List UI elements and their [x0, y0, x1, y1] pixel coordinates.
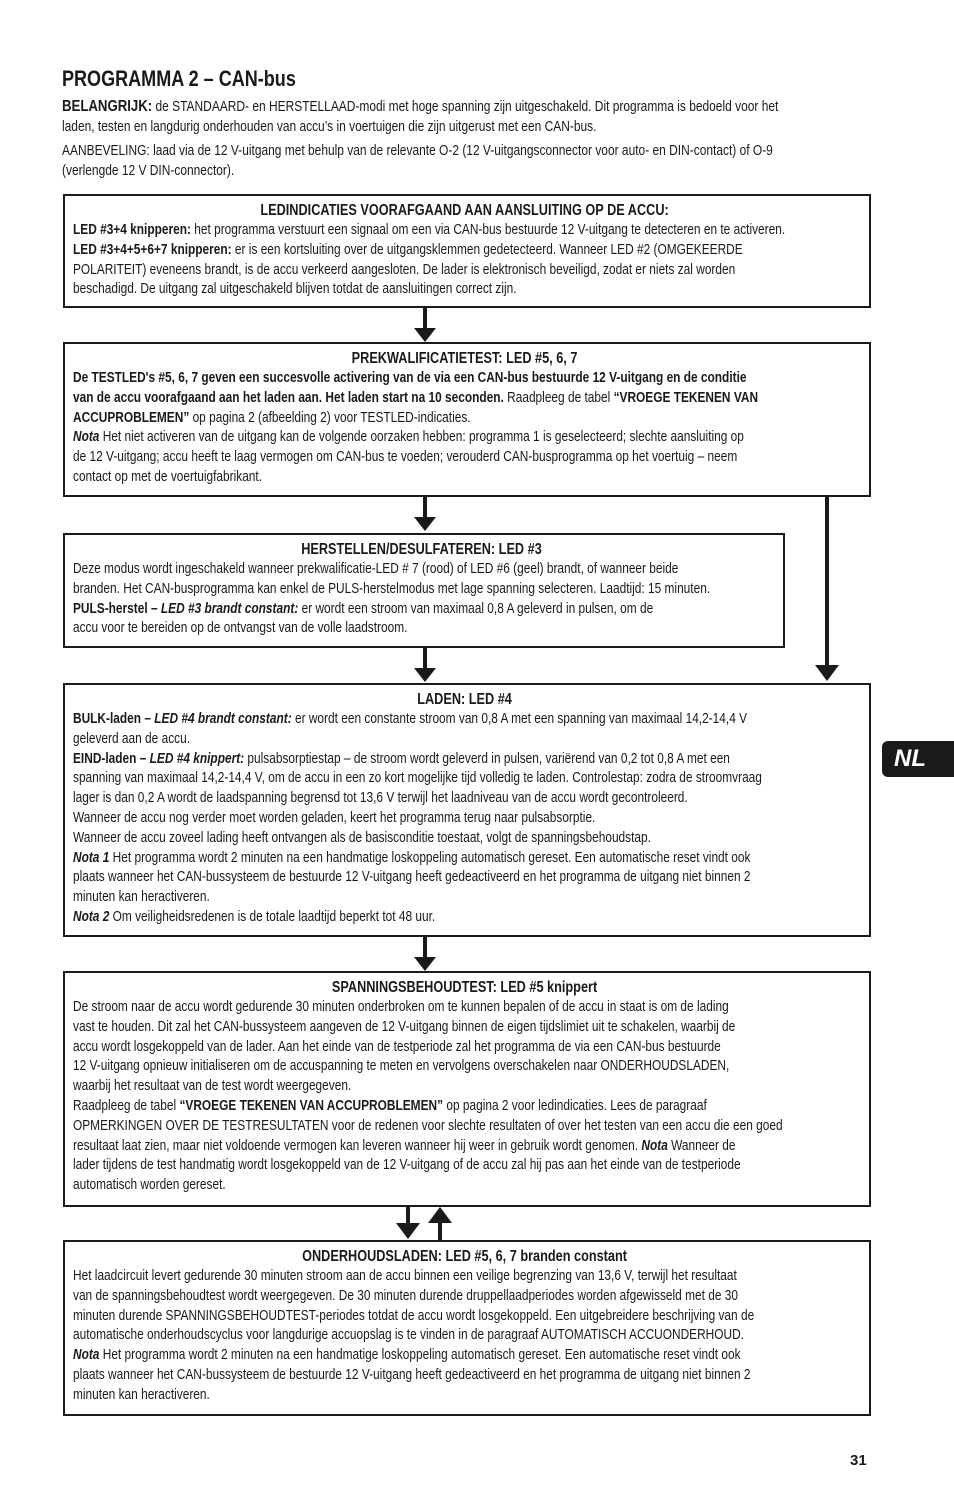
step-charging-box [63, 683, 871, 937]
page-title: PROGRAMMA 2 – CAN-bus [62, 66, 296, 91]
step-text: geleverd aan de accu. [73, 730, 191, 747]
important-text: de STANDAARD- en HERSTELLAAD-modi met hoge spanning zijn uitgeschakeld. Dit programma is bedoeld voor het [152, 99, 779, 115]
step-text: Het programma wordt 2 minuten na een handmatige loskoppeling automatisch gereset. Een automatische reset vindt ook [109, 849, 751, 866]
intro-important [62, 97, 871, 137]
step-title: HERSTELLEN/DESULFATEREN: LED #3 [301, 541, 542, 558]
led-state: LED #3 brandt constant: [160, 600, 299, 617]
step-line [73, 600, 770, 620]
step-title: SPANNINGSBEHOUDTEST: LED #5 knippert [331, 979, 598, 996]
table-reference: “VROEGE TEKENEN VAN ACCUPROBLEMEN” [179, 1097, 444, 1114]
step-text: beschadigd. De uitgang zal uitgeschakeld blijven totdat de aansluitingen correct zijn. [73, 281, 517, 298]
step-text: automatische onderhoudscyclus voor langdurige accuopslag is te vinden in de paragraaf AUTOMATISCH ACCUONDERHOUD. [73, 1327, 745, 1344]
note-label: Nota 2 [73, 908, 110, 925]
step-text: Het laadcircuit levert gedurende 30 minuten stroom aan de accu binnen een veilige begrenzing van 13,6 V, terwijl het resultaat [73, 1268, 737, 1284]
important-text-2: laden, testen en langdurig onderhouden van accu’s in voertuigen die zijn uitgerust met een CAN-bus. [62, 119, 597, 135]
step-text: plaats wanneer het CAN-bussysteem de bestuurde 12 V-uitgang heeft gedeactiveerd en het programma de uitgang niet binnen 2 [73, 869, 751, 886]
step-text: vast te houden. Dit zal het CAN-bussysteem aangeven de 12 V-uitgang binnen de eigen tijdslimiet uit te schakelen, waarbij de [73, 1018, 736, 1035]
step-pre-connection-box [63, 194, 871, 308]
mode-label: EIND-laden – [73, 750, 150, 767]
step-text: waarbij het resultaat van de test wordt weergegeven. [73, 1078, 352, 1095]
step-text: Het niet activeren van de uitgang kan de volgende oorzaken hebben: programma 1 is geselecteerd; slechte aansluiting op [99, 429, 744, 446]
step-text: Deze modus wordt ingeschakeld wanneer prekwalificatie-LED # 7 (rood) of LED #6 (geel) brandt, of wanneer beide [73, 561, 679, 577]
arrow-down-icon [412, 308, 438, 344]
led-label: LED #3+4+5+6+7 knipperen: [73, 241, 232, 258]
step-line [73, 428, 856, 448]
step-text: op pagina 2 (afbeelding 2) voor TESTLED-indicaties. [189, 409, 471, 426]
arrow-down-up-icon [394, 1207, 454, 1241]
step-text: POLARITEIT) eveneens brandt, is de accu verkeerd aangesloten. De lader is elektronisch beveiligd, zodat er niets zal worden [73, 261, 736, 278]
step-line [73, 750, 856, 770]
bypass-arrow-down-icon [813, 497, 841, 683]
step-line [73, 221, 856, 241]
intro-recommendation [62, 141, 871, 181]
step-text: Wanneer de accu zoveel lading heeft ontvangen als de basisconditie toestaat, volgt de spanningsbehoudstap. [73, 829, 651, 846]
step-text: minuten kan heractiveren. [73, 1386, 210, 1403]
step-text: branden. Het CAN-busprogramma kan enkel de PULS-herstelmodus met lage spanning selecteren. Laadtijd: 15 minuten. [73, 580, 711, 597]
step-text: resultaat laat zien, maar niet voldoende vermogen kan leveren wanneer hij weer in gebruik wordt genomen. [73, 1137, 642, 1154]
important-label: BELANGRIJK: [62, 98, 153, 115]
note-label: Nota [73, 429, 100, 446]
step-text: contact op met de voertuigfabrikant. [73, 468, 263, 485]
step-text: op pagina 2 voor ledindicaties. Lees de paragraaf [443, 1097, 707, 1114]
step-line [73, 409, 856, 429]
led-label: LED #3+4 knipperen: [73, 222, 191, 238]
led-state: LED #4 brandt constant: [154, 711, 292, 727]
step-text: accu wordt losgekoppeld van de lader. Aan het einde van de testperiode zal het programma de via een CAN-bus bestuurde [73, 1038, 721, 1055]
step-maintenance-box [63, 1240, 871, 1416]
step-title: LADEN: LED #4 [417, 691, 512, 708]
step-text: Raadpleeg de tabel [503, 389, 614, 406]
recommendation-line-2: (verlengde 12 V DIN-connector). [62, 163, 235, 179]
arrow-down-icon [412, 937, 438, 973]
step-title: ONDERHOUDSLADEN: LED #5, 6, 7 branden constant [302, 1248, 627, 1265]
step-restore-box [63, 533, 785, 648]
step-text: lader tijdens de test handmatig wordt losgekoppeld van de 12 V-uitgang of de accu zal hij pas aan het einde van de testperiode [73, 1157, 741, 1174]
table-reference: ACCUPROBLEMEN” [73, 409, 190, 426]
step-text: er wordt een stroom van maximaal 0,8 A geleverd in pulsen, om de [298, 600, 654, 617]
step-line [73, 389, 856, 409]
step-text: accu voor te bereiden op de ontvangst van de volle laadstroom. [73, 620, 408, 637]
step-line [73, 849, 856, 869]
step-text: Het programma wordt 2 minuten na een handmatige loskoppeling automatisch gereset. Een automatische reset vindt ook [99, 1347, 741, 1364]
page-number: 31 [850, 1452, 867, 1469]
step-title: PREKWALIFICATIETEST: LED #5, 6, 7 [351, 350, 578, 367]
note-label: Nota [641, 1137, 668, 1154]
mode-label: PULS-herstel – [73, 600, 161, 617]
led-state: LED #4 knippert: [149, 750, 245, 767]
note-label: Nota [73, 1347, 100, 1364]
step-line [73, 710, 856, 730]
step-text: spanning van maximaal 14,2-14,4 V, om de accu in een zo kort mogelijke tijd volledig te laden. Controlestap: zodra de stroomvraag [73, 770, 762, 787]
arrow-down-icon [412, 648, 438, 684]
step-text: lager is dan 0,2 A wordt de laadspanning begrensd tot 13,6 V terwijl het laadniveau van de accu wordt gecontroleerd. [73, 790, 688, 807]
step-text: pulsabsorptiestap – de stroom wordt geleverd in pulsen, variërend van 0,2 tot 0,8 A met een [244, 750, 730, 767]
step-text: Wanneer de [667, 1137, 736, 1154]
mode-label: BULK-laden – [73, 711, 155, 727]
recommendation-line-1: AANBEVELING: laad via de 12 V-uitgang met behulp van de relevante O-2 (12 V-uitgangsconnector voor auto- en DIN-contact) of O-9 [62, 143, 773, 159]
step-text: plaats wanneer het CAN-bussysteem de bestuurde 12 V-uitgang heeft gedeactiveerd en het programma de uitgang niet binnen 2 [73, 1366, 751, 1383]
step-text: automatisch worden gereset. [73, 1177, 226, 1194]
step-text: er wordt een constante stroom van 0,8 A met een spanning van maximaal 14,2-14,4 V [291, 711, 748, 727]
step-text: Raadpleeg de tabel [73, 1097, 180, 1114]
step-text: van de spanningsbehoudtest wordt weergegeven. De 30 minuten durende druppellaadperiodes worden afgewisseld met de 30 [73, 1287, 738, 1304]
step-prequalification-box [63, 342, 871, 497]
step-text: OPMERKINGEN OVER DE TESTRESULTATEN voor de redenen voor slechte resultaten of over het testen van een accu die een goed [73, 1117, 783, 1134]
step-text: de 12 V-uitgang; accu heeft te laag vermogen om CAN-bus te voeden; verouderd CAN-busprogramma op het voertuig – neem [73, 449, 738, 466]
step-line [73, 1137, 856, 1157]
step-text: minuten durende SPANNINGSBEHOUDTEST-periodes totdat de accu wordt losgekoppeld. Een uitgebreidere beschrijving van de [73, 1307, 755, 1324]
step-text: er is een kortsluiting over de uitgangsklemmen gedetecteerd. Wanneer LED #2 (OMGEKEERDE [231, 241, 743, 258]
table-reference: “VROEGE TEKENEN VAN [613, 389, 759, 406]
step-line [73, 241, 856, 261]
step-text: minuten kan heractiveren. [73, 889, 210, 906]
step-line [73, 1346, 856, 1366]
step-line [73, 1097, 856, 1117]
step-voltage-test-box [63, 971, 871, 1207]
language-tab: NL [882, 741, 954, 777]
step-text-bold: van de accu voorafgaand aan het laden aan. Het laden start na 10 seconden. [73, 389, 504, 406]
note-label: Nota 1 [73, 849, 110, 866]
arrow-down-icon [412, 497, 438, 533]
step-text: Om veiligheidsredenen is de totale laadtijd beperkt tot 48 uur. [109, 908, 436, 925]
step-text: Wanneer de accu nog verder moet worden geladen, keert het programma terug naar pulsabsorptie. [73, 809, 596, 826]
step-line [73, 908, 856, 928]
step-text: 12 V-uitgang opnieuw initialiseren om de accuspanning te meten en vervolgens overschakelen naar ONDERHOUDSLADEN, [73, 1058, 730, 1075]
step-text: De stroom naar de accu wordt gedurende 30 minuten onderbroken om te kunnen bepalen of de accu in staat is om de lading [73, 999, 729, 1015]
step-text: het programma verstuurt een signaal om een via CAN-bus bestuurde 12 V-uitgang te detecteren en te activeren. [190, 222, 786, 238]
step-title: LEDINDICATIES VOORAFGAAND AAN AANSLUITING OP DE ACCU: [260, 202, 669, 219]
step-text-bold: De TESTLED's #5, 6, 7 geven een succesvolle activering van de via een CAN-bus bestuurde 12 V-uitgang en de conditie [73, 370, 747, 386]
